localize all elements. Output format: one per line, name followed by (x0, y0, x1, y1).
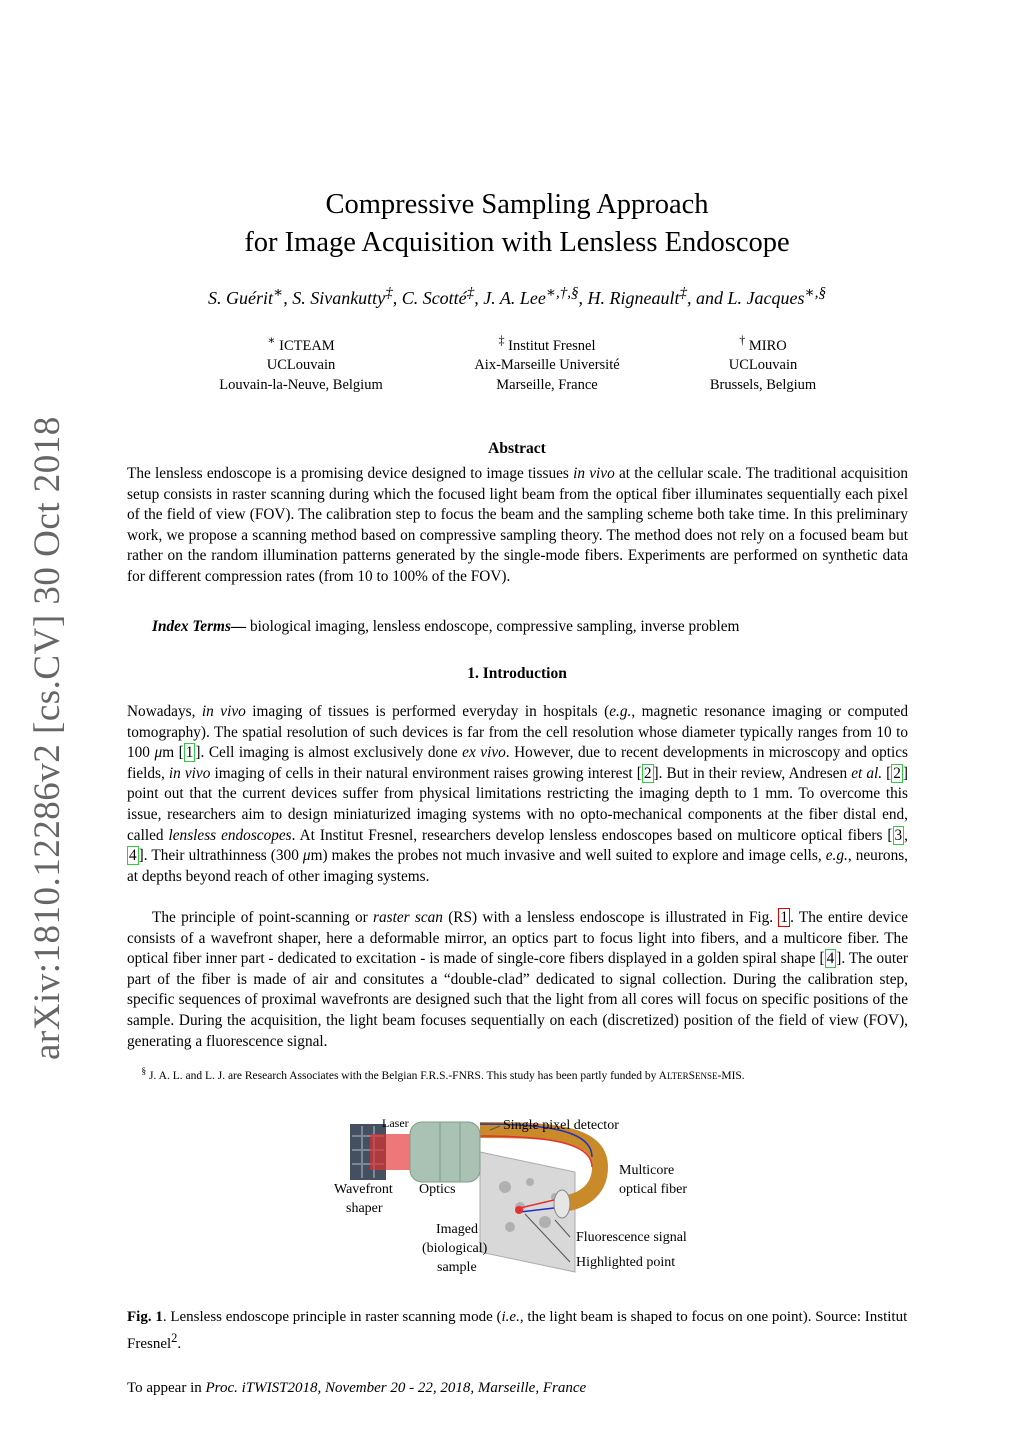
fig-label-imaged-2: (biological) (422, 1241, 488, 1256)
fig-label-highlighted: Highlighted point (576, 1255, 676, 1270)
text-run: imaging of tissues is performed everyday in hospitals ( (245, 703, 610, 720)
text-run: (RS) with a lensless endoscope is illustrated in Fig. (442, 909, 779, 926)
text-run: The principle of point-scanning or (152, 909, 374, 926)
author-3-sup: ‡ (466, 285, 475, 301)
footnote-smallcaps: LTER (666, 1070, 689, 1081)
aff-name: Institut Fresnel (508, 337, 596, 354)
caption-text: , the light beam is shaped to focus on one point). Source: Institut Fresnel (127, 1309, 908, 1352)
abstract-heading: Abstract (488, 440, 546, 457)
footnote-smallcaps: ENSE (695, 1070, 718, 1081)
caption-em: i.e. (501, 1309, 520, 1325)
section-1-heading: 1. Introduction (467, 665, 567, 682)
text-em: ex vivo (462, 744, 506, 762)
text-em: e.g. (825, 847, 848, 865)
affiliation-fresnel (432, 331, 662, 395)
text-em: lensless endoscopes (168, 826, 292, 844)
aff-org: UCLouvain (266, 357, 336, 374)
citation-link[interactable]: 2 (893, 764, 901, 782)
citation-link[interactable]: 1 (185, 744, 194, 762)
fig-label-imaged-3: sample (437, 1260, 477, 1275)
author-5: H. Rigneault (587, 288, 680, 308)
fig-label-laser: Laser (382, 1116, 409, 1130)
aff-name: ICTEAM (279, 337, 335, 354)
text-em: μ (302, 847, 311, 865)
aff-place: Marseille, France (496, 376, 598, 393)
text-em: raster scan (373, 909, 443, 926)
author-1: S. Guérit (208, 288, 273, 308)
author-2: S. Sivankutty (292, 288, 386, 308)
fig-label-fluorescence: Fluorescence signal (576, 1230, 687, 1245)
title-line-2: for Image Acquisition with Lensless Endoscope (244, 227, 790, 258)
text-em: μ (154, 744, 163, 762)
intro-paragraph-2 (127, 908, 908, 1052)
title-line-1: Compressive Sampling Approach (325, 189, 709, 220)
caption-footnote-mark: 2 (171, 1330, 178, 1345)
citation-link[interactable]: 2 (643, 764, 652, 782)
text-em: in vivo (573, 465, 615, 482)
intro-paragraph-1 (127, 702, 908, 887)
paper-title (0, 186, 1024, 262)
fig-label-optics: Optics (419, 1182, 456, 1197)
arxiv-side-label: arXiv:1810.12286v2 [cs.CV] 30 Oct 2018 (27, 416, 68, 1060)
fiber-tip (554, 1190, 570, 1218)
footer-venue: Proc. iTWIST2018, November 20 - 22, 2018, Marseille, France (205, 1380, 587, 1396)
aff-org: Aix-Marseille Université (474, 357, 620, 374)
fig-label-wavefront-2: shaper (346, 1201, 383, 1216)
text-run: at the cellular scale. The traditional acquisition setup consists in raster scanning during which the focused light beam from the optical fiber illuminates sequentially each pixel of the field of view (FOV). The calibration step to focus the beam and the sampling scheme both take time. In this preliminary work, we propose a scanning method based on compressive sampling theory. The method does not rely on a focused beam but rather on the random illumination patterns generated by the single-mode fibers. Experiments are performed on synthetic data for different compression rates (from 10 to 100% of the FOV). (127, 465, 908, 585)
text-run: . The entire device consists of a wavefront shaper, here a deformable mirror, an optics part to focus light into fibers, and a multicore fiber. The optical fiber inner part - dedicated to excitation - is made of single-core fibers displayed in a golden spiral shape [ (127, 909, 909, 968)
text-run: The lensless endoscope is a promising device designed to image tissues (127, 465, 574, 482)
text-em: e.g. (609, 703, 632, 720)
text-run: [ (882, 764, 892, 782)
aff-sup: ‡ (498, 333, 505, 347)
text-run: ]. The outer part of the fiber is made of air and consitutes a “double-clad” dedicated to signal collection. During the calibration step, specific sequences of proximal wavefronts are designed such that the light from all cores will focus on specific positions of the sample. During the acquisition, the light beam focuses sequentially on each (discretized) position of the field of view (FOV), generating a fluorescence signal. (127, 950, 908, 1050)
footnote-text: J. A. L. and L. J. are Research Associates with the Belgian F.R.S.-FNRS. This study has been partly funded by A (146, 1069, 667, 1082)
aff-place: Louvain-la-Neuve, Belgium (219, 376, 383, 393)
abstract-text (127, 464, 908, 588)
text-run: imaging of cells in their natural environment raises growing interest [ (210, 764, 642, 782)
index-terms (152, 617, 908, 638)
fig-label-multicore-1: Multicore (619, 1163, 675, 1178)
aff-name: MIRO (748, 337, 787, 354)
caption-label: Fig. 1 (127, 1309, 163, 1325)
author-4: J. A. Lee (483, 288, 546, 308)
text-run: ]. But in their review, Andresen (653, 764, 852, 782)
caption-text: . (177, 1335, 182, 1352)
author-and: and (696, 288, 724, 308)
author-6: L. Jacques (727, 288, 805, 308)
index-terms-label: Index Terms— (152, 618, 247, 635)
author-2-sup: ‡ (385, 285, 393, 301)
aff-place: Brussels, Belgium (709, 376, 817, 393)
author-1-sup: ∗ (273, 285, 284, 301)
text-run: m) makes the probes not much invasive and well suited to explore and image cells, (310, 847, 826, 865)
citation-link[interactable]: 4 (826, 950, 835, 968)
fig-label-imaged-1: Imaged (436, 1222, 478, 1237)
author-4-sup: ∗,†,§ (545, 285, 579, 301)
text-em: et al. (851, 764, 883, 782)
index-terms-text: biological imaging, lensless endoscope, compressive sampling, inverse problem (246, 618, 740, 635)
fig-label-multicore-2: optical fiber (619, 1182, 688, 1197)
footer-text: To appear in (127, 1380, 206, 1396)
text-run: . At Institut Fresnel, researchers develop lensless endoscopes based on multicore optical fibers [ (291, 826, 893, 844)
footnote-text: S (688, 1069, 696, 1082)
aff-org: UCLouvain (728, 357, 798, 374)
author-3: C. Scotté (401, 288, 467, 308)
text-run: , neurons, at depths beyond reach of other imaging systems. (127, 847, 908, 885)
footnote-text: -MIS. (717, 1069, 745, 1082)
author-list: S. Guérit∗, S. Sivankutty‡, C. Scotté‡, J. A. Lee∗,†,§, H. Rigneault‡, and L. Jacques∗,§ (208, 285, 826, 308)
author-5-sup: ‡ (679, 285, 688, 301)
text-em: in vivo (201, 703, 246, 720)
author-6-sup: ∗,§ (804, 285, 826, 301)
optics-device (410, 1122, 480, 1182)
text-run: ] point out that the current devices suffer from physical limitations restricting the imaging depth to 1 mm. To overcome this issue, researchers aim to design miniaturized imaging systems with no opto-mechanical components at the fiber distal end, called (127, 764, 909, 844)
affiliation-icteam (186, 331, 416, 395)
figure-1-caption (127, 1307, 908, 1354)
fig-label-wavefront-1: Wavefront (334, 1182, 393, 1197)
text-run: ]. Their ultrathinness (300 (138, 847, 303, 865)
aff-sup: ∗ (267, 333, 276, 347)
fig-label-detector: Single pixel detector (503, 1118, 619, 1133)
text-run: m [ (162, 744, 184, 762)
text-run: ]. Cell imaging is almost exclusively done (195, 744, 463, 762)
text-em: in vivo (168, 764, 211, 782)
citation-link[interactable]: 4 (129, 847, 137, 865)
text-run: Nowadays, (127, 703, 202, 720)
footnote (127, 1066, 908, 1082)
text-run: , (904, 826, 908, 844)
caption-text: . Lensless endoscope principle in raster scanning mode ( (162, 1309, 502, 1325)
highlighted-point-marker (515, 1206, 523, 1214)
footnote-mark: § (141, 1066, 147, 1077)
citation-link[interactable]: 3 (894, 826, 903, 844)
text-run: . However, due to recent developments in microscopy and optics fields, (127, 744, 908, 782)
laser-beam (370, 1134, 410, 1170)
aff-sup: † (739, 333, 746, 347)
page-footer (127, 1380, 586, 1397)
figure-link[interactable]: 1 (780, 909, 789, 926)
text-run: , magnetic resonance imaging or computed tomography). The spatial resolution of such devices is far from the cell resolution whose diameter typically ranges from 10 to 100 (127, 703, 909, 762)
affiliation-miro (648, 331, 878, 395)
